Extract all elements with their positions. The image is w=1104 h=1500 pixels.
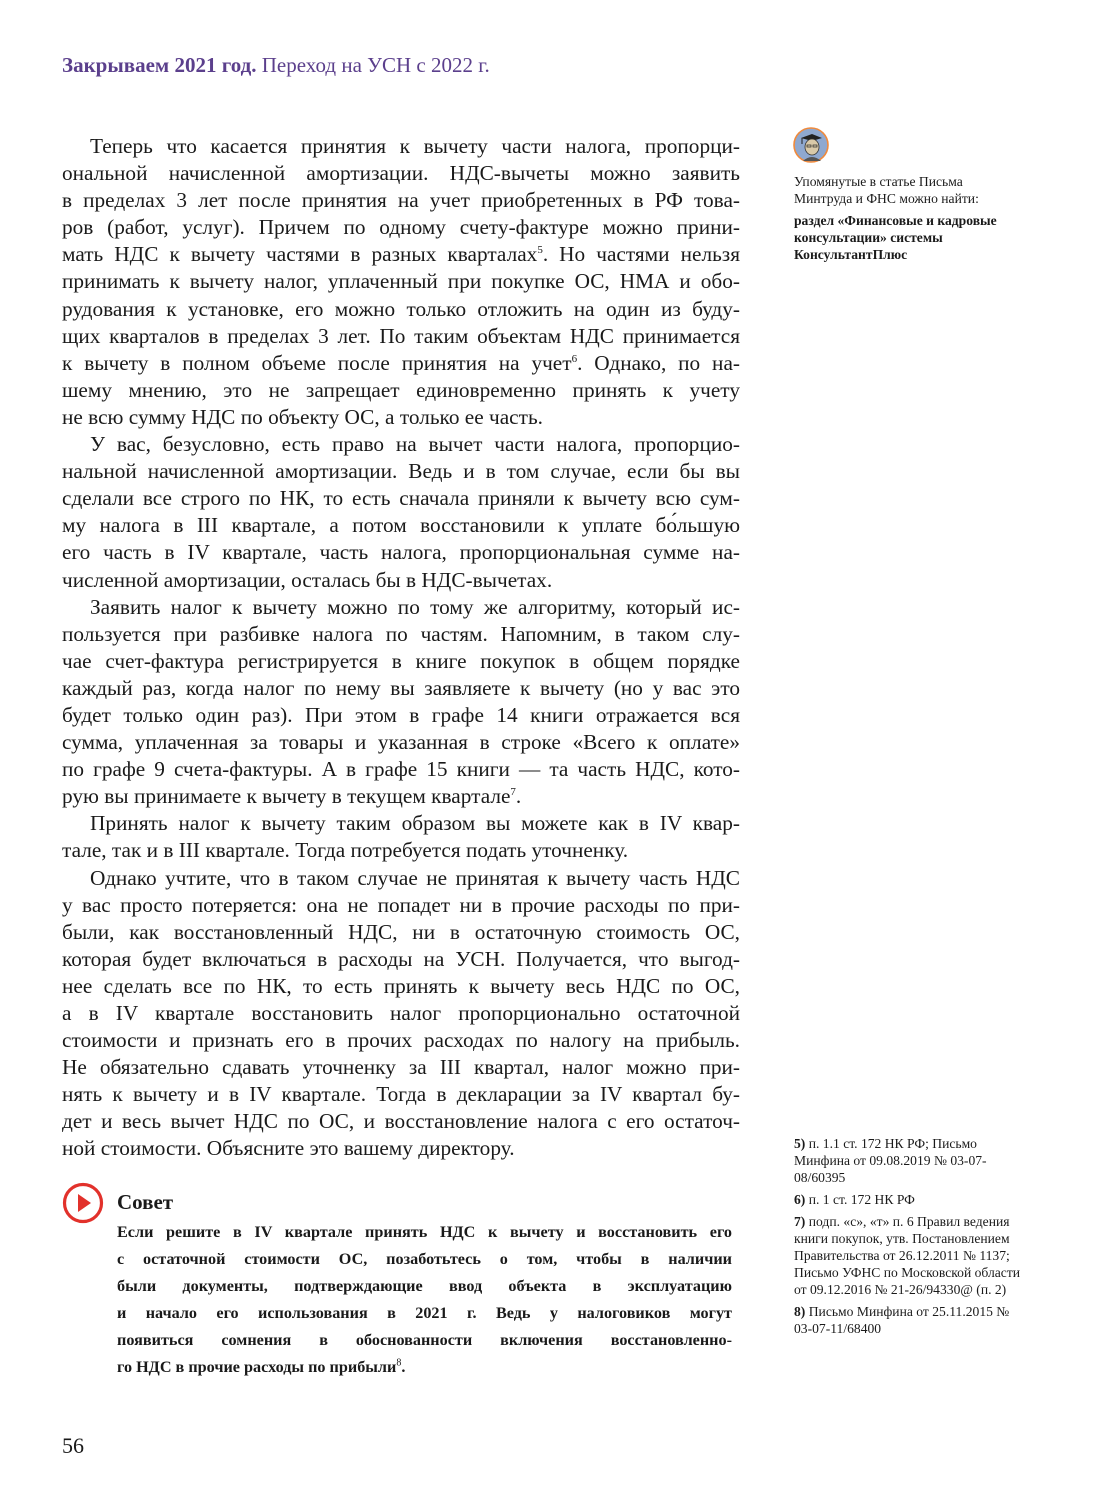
text-line: ональной начисленной амортизации. НДС-вычеты можно заявить [62,161,740,186]
text-line: щих кварталов в пределах 3 лет. По таким объектам НДС принимается [62,323,740,348]
footnote-text: Письмо Минфина от 25.11.2015 № 03-07-11/68400 [794,1304,1010,1336]
text-line: были документы, подтверждающие ввод объекта в эксплуатацию [117,1277,732,1296]
text-line: У вас, безусловно, есть право на вычет части налога, пропорцио- [90,432,740,457]
line-text: . Однако, по на- [577,350,740,375]
text-line: появиться сомнения в обоснованности включения восстановленно- [117,1331,732,1350]
paragraph [62,594,740,811]
footnote-number: 5) [794,1136,806,1151]
sidebar-note [794,173,1024,263]
line-text: к вычету в полном объеме после принятия на учет [62,350,572,375]
text-line: по графе 9 счета-фактуры. А в графе 15 книги — та часть НДС, кото- [62,757,740,782]
text-line: тале, так и в III квартале. Тогда потребуется подать уточненку. [62,838,629,863]
paragraph [62,865,740,1163]
text-line: сделали все строго по НК, то есть сначала приняли к вычету всю сум- [62,486,740,511]
article-body [62,133,740,1163]
sidebar-note-text: Упомянутые в статье Письма Минтруда и ФНС можно найти: [794,174,979,206]
paragraph [62,133,740,431]
footnote-number: 8) [794,1304,806,1319]
footnote-text: п. 1 ст. 172 НК РФ [808,1192,915,1207]
footnote-ref: 8 [396,1358,402,1370]
text-line: рудования к установке, его можно только отложить на один из буду- [62,296,740,321]
text-line: с остаточной стоимости ОС, позаботьтесь о том, чтобы в наличии [117,1250,732,1269]
line-text: мать НДС к вычету частями в разных кварталах [62,242,538,267]
footnotes [794,1135,1024,1342]
text-line: нальной начисленной амортизации. Ведь и в том случае, если бы вы [62,459,740,484]
footnote-text: подп. «с», «т» п. 6 Правил ведения книги покупок, утв. Постановлением Правительства от 26.12.2011 № 1137; Письмо УФНС по Московской области от 09.12.2016 № 21-26/94330@ (п. 2) [794,1214,1021,1297]
text-line: Не обязательно сдавать уточненку за III квартал, налог можно при- [62,1055,740,1080]
footnote-ref: 7 [510,786,516,799]
text-line: Заявить налог к вычету можно по тому же алгоритму, который ис- [90,594,740,619]
running-header [62,53,490,78]
text-line: Если решите в IV квартале принять НДС к вычету и восстановить его [117,1223,732,1241]
text-line: каждый раз, когда налог по нему вы заявляете к вычету (но у вас это [62,675,740,700]
text-line: ров (работ, услуг). Причем по одному счету-фактуре можно прини- [62,215,740,240]
text-line: нее сделать все по НК, то есть принять к вычету весь НДС по ОС, [62,973,740,998]
text-line: у вас просто потеряется: она не попадет ни в прочие расходы по при- [62,892,740,917]
text-line: численной амортизации, осталась бы в НДС-вычетах. [62,567,553,592]
text-line: Однако учтите, что в таком случае не принятая к вычету часть НДС [90,865,740,890]
text-line: чае счет-фактура регистрируется в книге покупок в общем порядке [62,648,740,673]
line-text: . [401,1358,406,1377]
footnote-text: п. 1.1 ст. 172 НК РФ; Письмо Минфина от 09.08.2019 № 03-07-08/60395 [794,1136,987,1185]
line-text: . Но частями нельзя [542,242,740,267]
text-line: шему мнению, это не запрещает единовременно принять к учету [62,377,740,402]
text-line: а в IV квартале восстановить налог пропорционально остаточной [62,1001,740,1025]
sidebar-source: раздел «Финансовые и кадровые консультации» системы КонсультантПлюс [794,213,997,262]
text-line: в пределах 3 лет после принятия на учет приобретенных в РФ това- [62,188,740,213]
footnote [794,1135,1024,1186]
text-line: дет и весь вычет НДС по ОС, и восстановление налога с его остаточ- [62,1109,740,1134]
paragraph [62,431,740,594]
line-text: . [515,784,522,809]
footnote-ref: 6 [571,352,578,365]
text-line: Принять налог к вычету таким образом вы можете как в IV квар- [90,811,740,836]
page-number: 56 [62,1433,84,1458]
expert-avatar-icon [793,127,829,163]
footnote-number: 6) [794,1192,806,1207]
text-line: которая будет включаться в расходы на УСН. Получается, что выгод- [62,946,740,971]
text-line: и начало его использования в 2021 г. Ведь у налоговиков могут [117,1304,732,1323]
text-line: сумма, уплаченная за товары и указанная в строке «Всего к оплате» [62,730,740,755]
footnote-ref: 5 [537,244,543,257]
text-line [62,350,740,377]
advice-title: Совет [117,1190,174,1214]
text-line: принимать к вычету налог, уплаченный при покупке ОС, НМА и обо- [62,269,740,294]
text-line: пользуется при разбивке налога по частям. Напомним, в таком слу- [62,621,740,646]
text-line: ной стоимости. Объясните это вашему директору. [62,1136,515,1161]
header-section: Закрываем 2021 год. [62,53,257,77]
paragraph [62,810,740,864]
advice-text [117,1219,732,1382]
line-text: рую вы принимаете к вычету в текущем квартале [62,784,511,809]
text-line [62,783,740,810]
footnote-number: 7) [794,1214,806,1229]
text-line: будет только один раз). При этом в графе 14 книги отражается вся [62,702,740,727]
line-text: го НДС в прочие расходы по прибыли [117,1358,397,1377]
text-line: му налога в III квартале, а потом восстановили к уплате бо́льшую [62,513,740,538]
text-line: не всю сумму НДС по объекту ОС, а только ее часть. [62,404,543,429]
footnote [794,1303,1024,1337]
text-line: стоимости и признать его в прочих расходах по налогу на прибыль. [62,1028,740,1053]
footnote [794,1191,1024,1208]
text-line [117,1354,732,1381]
text-line: были, как восстановленный НДС, ни в остаточную стоимость ОС, [62,919,740,944]
footnote [794,1213,1024,1298]
header-title: Переход на УСН с 2022 г. [261,53,490,77]
text-line: Теперь что касается принятия к вычету части налога, пропорци- [90,134,740,158]
text-line [62,241,740,268]
text-line: его часть в IV квартале, часть налога, пропорциональная сумме на- [62,540,740,565]
text-line: нять к вычету и в IV квартале. Тогда в декларации за IV квартал бу- [62,1082,740,1107]
play-advice-icon [62,1182,104,1224]
